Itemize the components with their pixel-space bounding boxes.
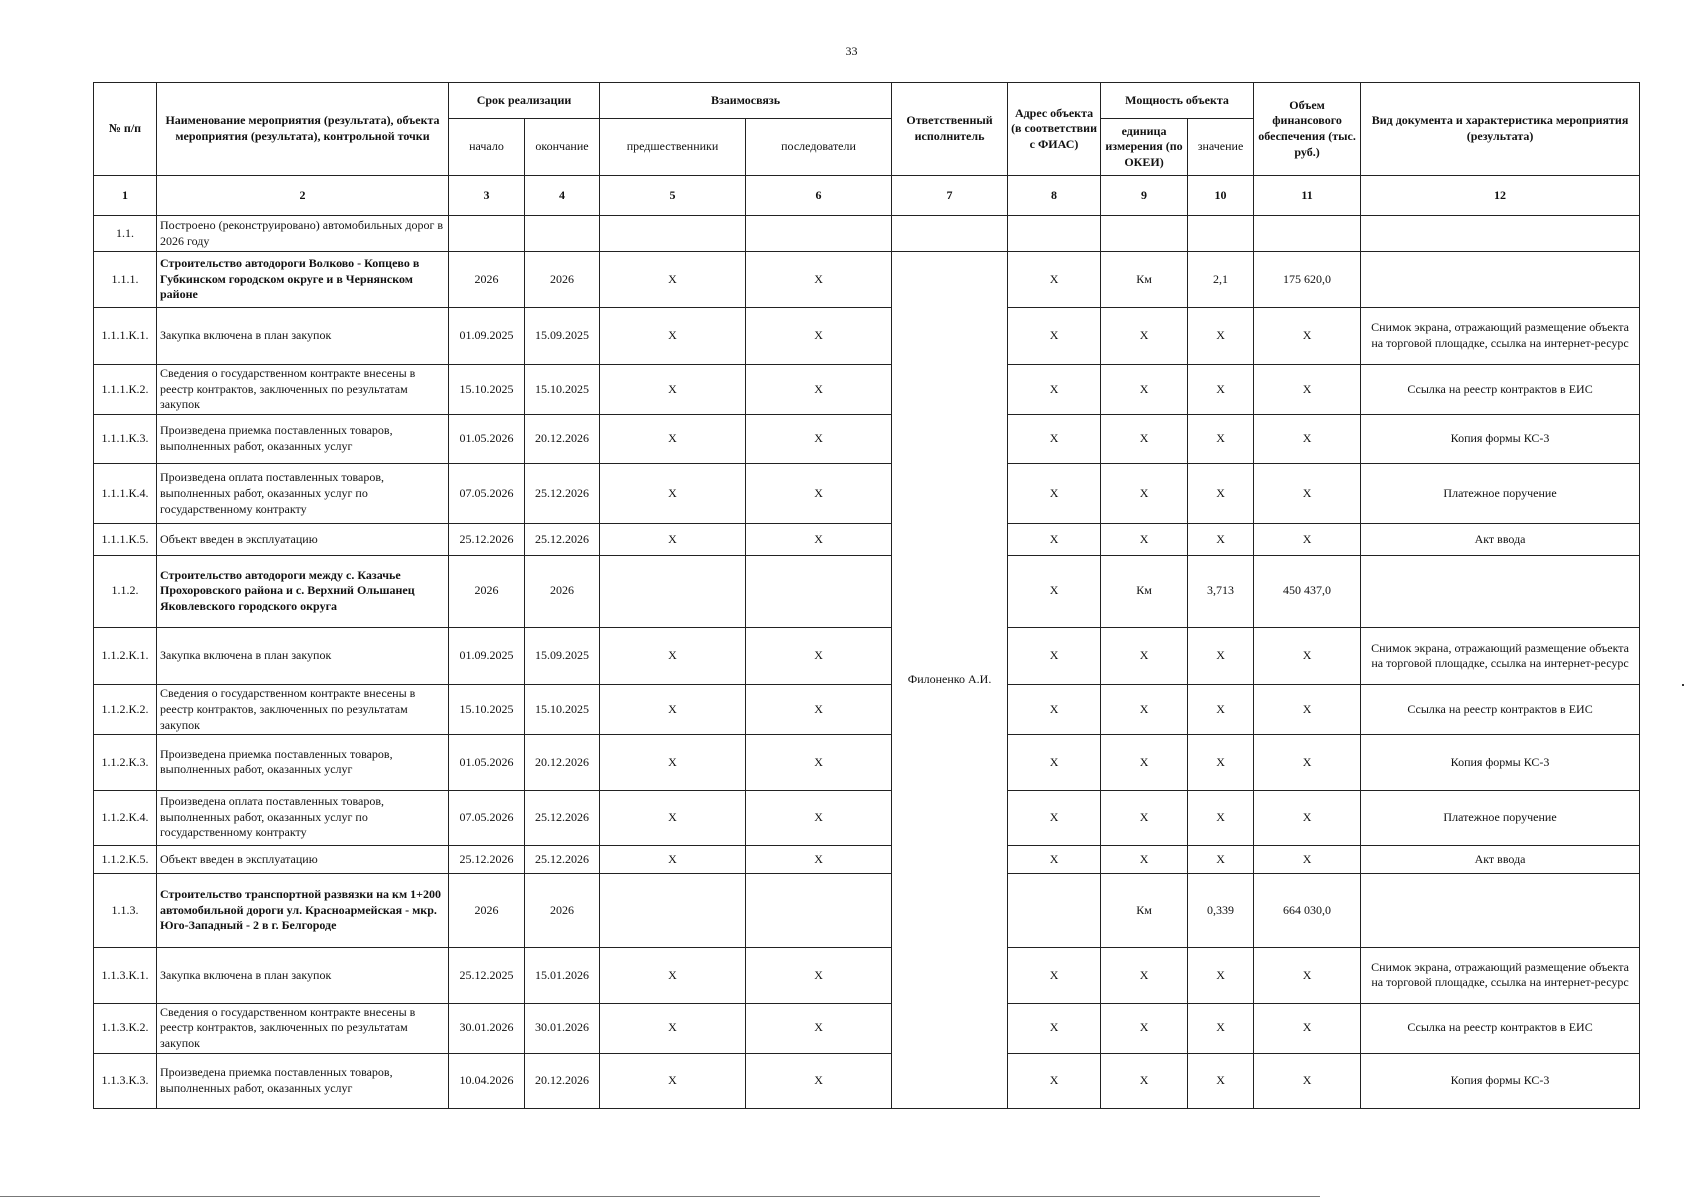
cell-start: 2026: [449, 555, 525, 627]
cell-doc: [1361, 873, 1640, 947]
cell-unit: Км: [1101, 252, 1188, 307]
cell-succ: X: [746, 464, 892, 524]
cell-start: 07.05.2026: [449, 790, 525, 845]
cell-name: Сведения о государственном контракте внесены в реестр контрактов, заключенных по результатам закупок: [157, 364, 449, 414]
cell-start: 25.12.2026: [449, 524, 525, 555]
table-row: [94, 845, 1640, 873]
cell-end: 2026: [525, 555, 600, 627]
cell-start: 10.04.2026: [449, 1053, 525, 1108]
cell-start: 15.10.2025: [449, 685, 525, 735]
cell-succ: X: [746, 685, 892, 735]
cell-num: 1.1.2.: [94, 555, 157, 627]
cell-value: 2,1: [1188, 252, 1254, 307]
cell-addr: X: [1008, 555, 1101, 627]
cell-unit: X: [1101, 948, 1188, 1003]
header-start: начало: [449, 119, 525, 176]
header-term: Срок реализации: [449, 83, 600, 119]
cell-addr: X: [1008, 364, 1101, 414]
cell-pred: [600, 216, 746, 252]
cell-fin: 175 620,0: [1254, 252, 1361, 307]
table-row: [94, 414, 1640, 463]
cell-fin: X: [1254, 307, 1361, 364]
cell-doc: Копия формы КС-3: [1361, 414, 1640, 463]
responsible-cell-empty: [892, 216, 1008, 252]
cell-num: 1.1.1.К.5.: [94, 524, 157, 555]
cell-fin: X: [1254, 735, 1361, 790]
cell-addr: X: [1008, 252, 1101, 307]
cell-num: 1.1.3.К.3.: [94, 1053, 157, 1108]
cell-succ: X: [746, 735, 892, 790]
cell-value: X: [1188, 524, 1254, 555]
cell-num: 1.1.1.К.1.: [94, 307, 157, 364]
cell-value: X: [1188, 790, 1254, 845]
cell-value: X: [1188, 307, 1254, 364]
cell-fin: 664 030,0: [1254, 873, 1361, 947]
cell-name: Произведена приемка поставленных товаров, выполненных работ, оказанных услуг: [157, 414, 449, 463]
cell-num: 1.1.2.К.4.: [94, 790, 157, 845]
cell-unit: X: [1101, 1003, 1188, 1053]
cell-name: Строительство автодороги между с. Казачье Прохоровского района и с. Верхний Ольшанец Яковлевского городского округа: [157, 555, 449, 627]
cell-value: 3,713: [1188, 555, 1254, 627]
cell-name: Сведения о государственном контракте внесены в реестр контрактов, заключенных по результатам закупок: [157, 685, 449, 735]
cell-doc: [1361, 555, 1640, 627]
cell-name: Построено (реконструировано) автомобильных дорог в 2026 году: [157, 216, 449, 252]
cell-num: 1.1.2.К.5.: [94, 845, 157, 873]
cell-end: 15.09.2025: [525, 307, 600, 364]
cell-succ: X: [746, 845, 892, 873]
cell-pred: X: [600, 790, 746, 845]
cell-addr: X: [1008, 414, 1101, 463]
cell-name: Объект введен в эксплуатацию: [157, 845, 449, 873]
cell-succ: X: [746, 1003, 892, 1053]
cell-fin: X: [1254, 948, 1361, 1003]
cell-name: Сведения о государственном контракте внесены в реестр контрактов, заключенных по результатам закупок: [157, 1003, 449, 1053]
cell-doc: [1361, 252, 1640, 307]
cell-addr: X: [1008, 464, 1101, 524]
cell-addr: X: [1008, 627, 1101, 684]
cell-unit: Км: [1101, 873, 1188, 947]
cell-doc: Ссылка на реестр контрактов в ЕИС: [1361, 364, 1640, 414]
cell-pred: X: [600, 627, 746, 684]
header-link: Взаимосвязь: [600, 83, 892, 119]
cell-pred: X: [600, 524, 746, 555]
cell-fin: X: [1254, 627, 1361, 684]
cell-name: Закупка включена в план закупок: [157, 948, 449, 1003]
column-number: 10: [1188, 176, 1254, 216]
cell-num: 1.1.1.: [94, 252, 157, 307]
cell-succ: X: [746, 948, 892, 1003]
cell-pred: [600, 555, 746, 627]
table-row: [94, 307, 1640, 364]
header-num: № п/п: [94, 83, 157, 176]
table-row: [94, 873, 1640, 947]
cell-num: 1.1.2.К.1.: [94, 627, 157, 684]
cell-unit: X: [1101, 1053, 1188, 1108]
cell-value: X: [1188, 1053, 1254, 1108]
cell-succ: X: [746, 307, 892, 364]
cell-end: 20.12.2026: [525, 735, 600, 790]
cell-start: 30.01.2026: [449, 1003, 525, 1053]
cell-name: Произведена приемка поставленных товаров, выполненных работ, оказанных услуг: [157, 735, 449, 790]
cell-unit: X: [1101, 307, 1188, 364]
cell-succ: [746, 216, 892, 252]
table-row: [94, 216, 1640, 252]
cell-addr: X: [1008, 790, 1101, 845]
cell-num: 1.1.2.К.3.: [94, 735, 157, 790]
cell-doc: Платежное поручение: [1361, 464, 1640, 524]
cell-num: 1.1.1.К.3.: [94, 414, 157, 463]
cell-pred: X: [600, 845, 746, 873]
cell-doc: Акт ввода: [1361, 845, 1640, 873]
cell-value: [1188, 216, 1254, 252]
cell-doc: Акт ввода: [1361, 524, 1640, 555]
header-address: Адрес объекта (в соответствии с ФИАС): [1008, 83, 1101, 176]
cell-succ: X: [746, 524, 892, 555]
cell-unit: X: [1101, 627, 1188, 684]
cell-start: 2026: [449, 873, 525, 947]
cell-unit: X: [1101, 685, 1188, 735]
cell-pred: X: [600, 464, 746, 524]
column-number: 6: [746, 176, 892, 216]
cell-end: 25.12.2026: [525, 845, 600, 873]
cell-fin: X: [1254, 845, 1361, 873]
cell-fin: 450 437,0: [1254, 555, 1361, 627]
table-row: [94, 1053, 1640, 1108]
cell-value: 0,339: [1188, 873, 1254, 947]
cell-addr: X: [1008, 1003, 1101, 1053]
cell-succ: X: [746, 790, 892, 845]
header-power: Мощность объекта: [1101, 83, 1254, 119]
cell-fin: X: [1254, 364, 1361, 414]
cell-name: Произведена приемка поставленных товаров, выполненных работ, оказанных услуг: [157, 1053, 449, 1108]
header-predecessors: предшественники: [600, 119, 746, 176]
cell-end: 15.01.2026: [525, 948, 600, 1003]
cell-fin: X: [1254, 790, 1361, 845]
cell-value: X: [1188, 845, 1254, 873]
table-row: [94, 364, 1640, 414]
header-name: Наименование мероприятия (результата), объекта мероприятия (результата), контрольной точки: [157, 83, 449, 176]
table-row: [94, 252, 1640, 307]
cell-value: X: [1188, 1003, 1254, 1053]
cell-value: X: [1188, 627, 1254, 684]
cell-end: 20.12.2026: [525, 414, 600, 463]
cell-value: X: [1188, 685, 1254, 735]
cell-value: X: [1188, 414, 1254, 463]
cell-doc: Платежное поручение: [1361, 790, 1640, 845]
cell-fin: X: [1254, 685, 1361, 735]
cell-end: [525, 216, 600, 252]
cell-doc: [1361, 216, 1640, 252]
cell-pred: X: [600, 1053, 746, 1108]
cell-pred: X: [600, 735, 746, 790]
cell-num: 1.1.2.К.2.: [94, 685, 157, 735]
cell-start: 2026: [449, 252, 525, 307]
cell-succ: X: [746, 364, 892, 414]
table-row: [94, 524, 1640, 555]
cell-unit: X: [1101, 524, 1188, 555]
cell-succ: X: [746, 1053, 892, 1108]
cell-end: 15.09.2025: [525, 627, 600, 684]
cell-name: Произведена оплата поставленных товаров, выполненных работ, оказанных услуг по государственному контракту: [157, 464, 449, 524]
column-number: 9: [1101, 176, 1188, 216]
cell-unit: X: [1101, 414, 1188, 463]
cell-value: X: [1188, 464, 1254, 524]
cell-value: X: [1188, 364, 1254, 414]
cell-name: Строительство автодороги Волково - Копцево в Губкинском городском округе и в Чернянском районе: [157, 252, 449, 307]
header-document: Вид документа и характеристика мероприятия (результата): [1361, 83, 1640, 176]
cell-pred: X: [600, 307, 746, 364]
cell-addr: X: [1008, 845, 1101, 873]
cell-succ: X: [746, 414, 892, 463]
cell-num: 1.1.3.К.1.: [94, 948, 157, 1003]
cell-addr: X: [1008, 524, 1101, 555]
cell-unit: X: [1101, 845, 1188, 873]
table-row: [94, 790, 1640, 845]
cell-doc: Копия формы КС-3: [1361, 735, 1640, 790]
table-row: [94, 948, 1640, 1003]
cell-num: 1.1.1.К.2.: [94, 364, 157, 414]
column-number: 8: [1008, 176, 1101, 216]
cell-fin: X: [1254, 414, 1361, 463]
column-number: 1: [94, 176, 157, 216]
cell-unit: Км: [1101, 555, 1188, 627]
cell-fin: X: [1254, 464, 1361, 524]
cell-addr: X: [1008, 307, 1101, 364]
header-successors: последователи: [746, 119, 892, 176]
table-row: [94, 555, 1640, 627]
cell-num: 1.1.3.К.2.: [94, 1003, 157, 1053]
cell-succ: X: [746, 627, 892, 684]
cell-start: 07.05.2026: [449, 464, 525, 524]
cell-pred: X: [600, 948, 746, 1003]
cell-doc: Ссылка на реестр контрактов в ЕИС: [1361, 1003, 1640, 1053]
cell-addr: [1008, 873, 1101, 947]
cell-succ: [746, 555, 892, 627]
cell-end: 2026: [525, 252, 600, 307]
header-unit: единица измерения (по ОКЕИ): [1101, 119, 1188, 176]
plan-table: [93, 82, 1640, 1109]
cell-start: 01.05.2026: [449, 735, 525, 790]
cell-addr: X: [1008, 1053, 1101, 1108]
cell-end: 25.12.2026: [525, 464, 600, 524]
cell-start: 01.05.2026: [449, 414, 525, 463]
cell-pred: X: [600, 414, 746, 463]
cell-pred: X: [600, 364, 746, 414]
header-responsible: Ответственный исполнитель: [892, 83, 1008, 176]
cell-value: X: [1188, 735, 1254, 790]
cell-fin: X: [1254, 524, 1361, 555]
page-number: 33: [845, 44, 858, 58]
cell-unit: X: [1101, 364, 1188, 414]
header-end: окончание: [525, 119, 600, 176]
cell-unit: [1101, 216, 1188, 252]
cell-end: 25.12.2026: [525, 524, 600, 555]
cell-addr: X: [1008, 685, 1101, 735]
cell-unit: X: [1101, 735, 1188, 790]
column-number: 11: [1254, 176, 1361, 216]
cell-doc: Ссылка на реестр контрактов в ЕИС: [1361, 685, 1640, 735]
cell-name: Объект введен в эксплуатацию: [157, 524, 449, 555]
cell-start: 15.10.2025: [449, 364, 525, 414]
column-number: 7: [892, 176, 1008, 216]
cell-pred: X: [600, 252, 746, 307]
cell-value: X: [1188, 948, 1254, 1003]
table-row: [94, 1003, 1640, 1053]
column-number-row: [94, 176, 1640, 216]
responsible-cell: Филоненко А.И.: [892, 252, 1008, 1109]
table-row: [94, 735, 1640, 790]
cell-name: Строительство транспортной развязки на км 1+200 автомобильной дороги ул. Красноармейская - мкр. Юго-Западный - 2 в г. Белгороде: [157, 873, 449, 947]
cell-pred: [600, 873, 746, 947]
cell-addr: X: [1008, 735, 1101, 790]
cell-pred: X: [600, 685, 746, 735]
margin-mark: [1682, 684, 1684, 686]
cell-unit: X: [1101, 464, 1188, 524]
bottom-rule: [0, 1196, 1320, 1197]
cell-addr: X: [1008, 948, 1101, 1003]
table-row: [94, 627, 1640, 684]
cell-name: Произведена оплата поставленных товаров, выполненных работ, оказанных услуг по государственному контракту: [157, 790, 449, 845]
cell-doc: Снимок экрана, отражающий размещение объекта на торговой площадке, ссылка на интернет-ресурс: [1361, 307, 1640, 364]
cell-doc: Копия формы КС-3: [1361, 1053, 1640, 1108]
table-row: [94, 685, 1640, 735]
cell-start: 25.12.2026: [449, 845, 525, 873]
cell-doc: Снимок экрана, отражающий размещение объекта на торговой площадке, ссылка на интернет-ресурс: [1361, 627, 1640, 684]
cell-name: Закупка включена в план закупок: [157, 307, 449, 364]
header-value: значение: [1188, 119, 1254, 176]
column-number: 5: [600, 176, 746, 216]
column-number: 2: [157, 176, 449, 216]
cell-start: 01.09.2025: [449, 307, 525, 364]
table-row: [94, 464, 1640, 524]
column-number: 12: [1361, 176, 1640, 216]
cell-unit: X: [1101, 790, 1188, 845]
cell-addr: [1008, 216, 1101, 252]
cell-doc: Снимок экрана, отражающий размещение объекта на торговой площадке, ссылка на интернет-ресурс: [1361, 948, 1640, 1003]
header-finance: Объем финансового обеспечения (тыс. руб.): [1254, 83, 1361, 176]
column-number: 4: [525, 176, 600, 216]
cell-name: Закупка включена в план закупок: [157, 627, 449, 684]
cell-num: 1.1.1.К.4.: [94, 464, 157, 524]
cell-start: 25.12.2025: [449, 948, 525, 1003]
cell-end: 30.01.2026: [525, 1003, 600, 1053]
cell-num: 1.1.3.: [94, 873, 157, 947]
cell-fin: X: [1254, 1003, 1361, 1053]
cell-end: 2026: [525, 873, 600, 947]
cell-fin: [1254, 216, 1361, 252]
cell-succ: X: [746, 252, 892, 307]
cell-start: [449, 216, 525, 252]
column-number: 3: [449, 176, 525, 216]
cell-end: 20.12.2026: [525, 1053, 600, 1108]
cell-num: 1.1.: [94, 216, 157, 252]
cell-succ: [746, 873, 892, 947]
cell-end: 25.12.2026: [525, 790, 600, 845]
cell-start: 01.09.2025: [449, 627, 525, 684]
cell-end: 15.10.2025: [525, 364, 600, 414]
cell-fin: X: [1254, 1053, 1361, 1108]
cell-pred: X: [600, 1003, 746, 1053]
cell-end: 15.10.2025: [525, 685, 600, 735]
